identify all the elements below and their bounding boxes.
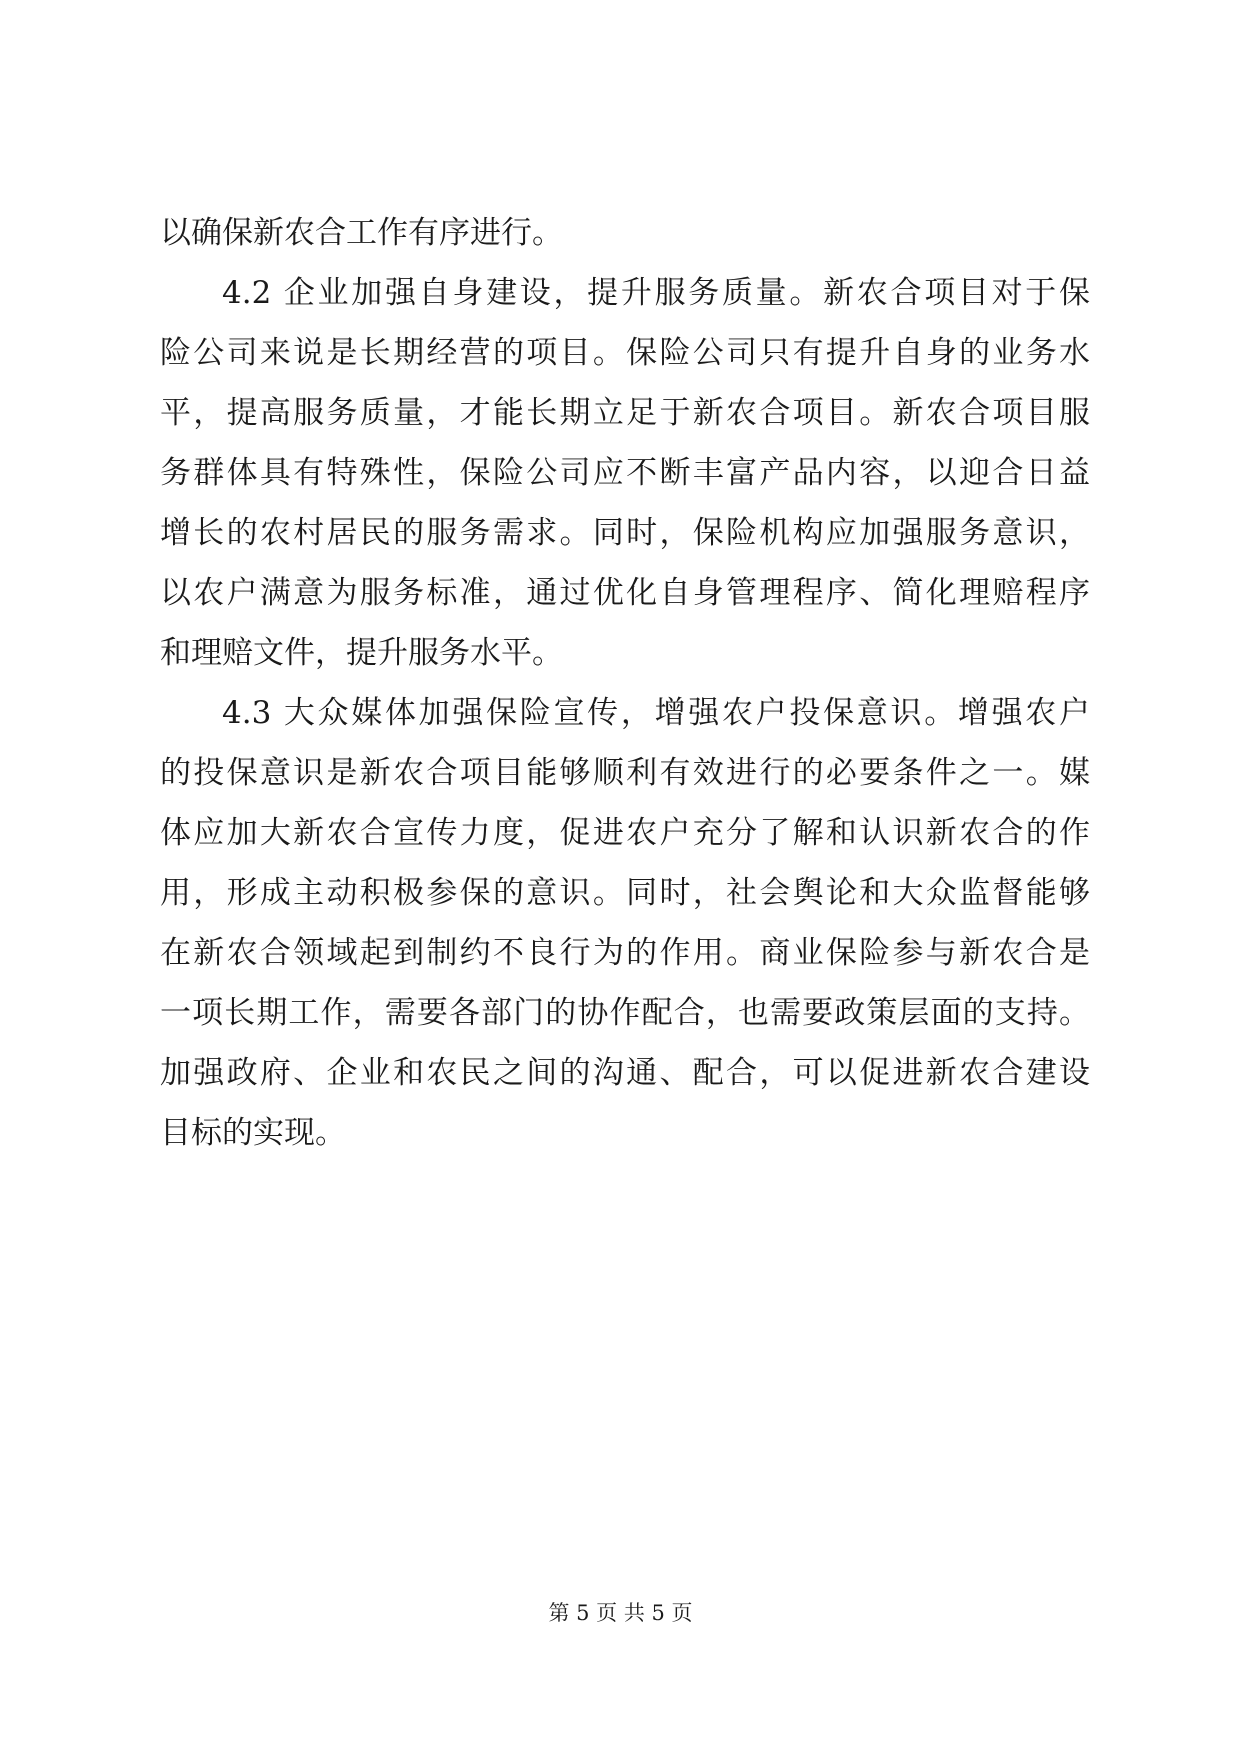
text-line: 一项长期工作，需要各部门的协作配合，也需要政策层面的支持。 — [160, 995, 1090, 1031]
text-line: 增长的农村居民的服务需求。同时，保险机构应加强服务意识， — [160, 515, 1090, 551]
text-line: 的投保意识是新农合项目能够顺利有效进行的必要条件之一。媒 — [160, 755, 1090, 791]
text-line: 加强政府、企业和农民之间的沟通、配合，可以促进新农合建设 — [160, 1055, 1090, 1091]
text-line: 以农户满意为服务标准，通过优化自身管理程序、简化理赔程序 — [160, 575, 1090, 611]
text-line: 在新农合领域起到制约不良行为的作用。商业保险参与新农合是 — [160, 935, 1090, 971]
text-line: 务群体具有特殊性，保险公司应不断丰富产品内容，以迎合日益 — [160, 455, 1090, 491]
section-heading-line: 4.3 大众媒体加强保险宣传，增强农户投保意识。增强农户 — [222, 695, 1090, 731]
text-line: 以确保新农合工作有序进行。 — [160, 215, 563, 251]
section-heading-line: 4.2 企业加强自身建设，提升服务质量。新农合项目对于保 — [222, 275, 1090, 311]
text-line: 险公司来说是长期经营的项目。保险公司只有提升自身的业务水 — [160, 335, 1090, 371]
text-line: 和理赔文件，提升服务水平。 — [160, 635, 563, 671]
text-line: 体应加大新农合宣传力度，促进农户充分了解和认识新农合的作 — [160, 815, 1090, 851]
text-line: 平，提高服务质量，才能长期立足于新农合项目。新农合项目服 — [160, 395, 1090, 431]
text-line: 目标的实现。 — [160, 1115, 346, 1151]
text-line: 用，形成主动积极参保的意识。同时，社会舆论和大众监督能够 — [160, 875, 1090, 911]
page-number-footer: 第 5 页 共 5 页 — [548, 1601, 693, 1625]
